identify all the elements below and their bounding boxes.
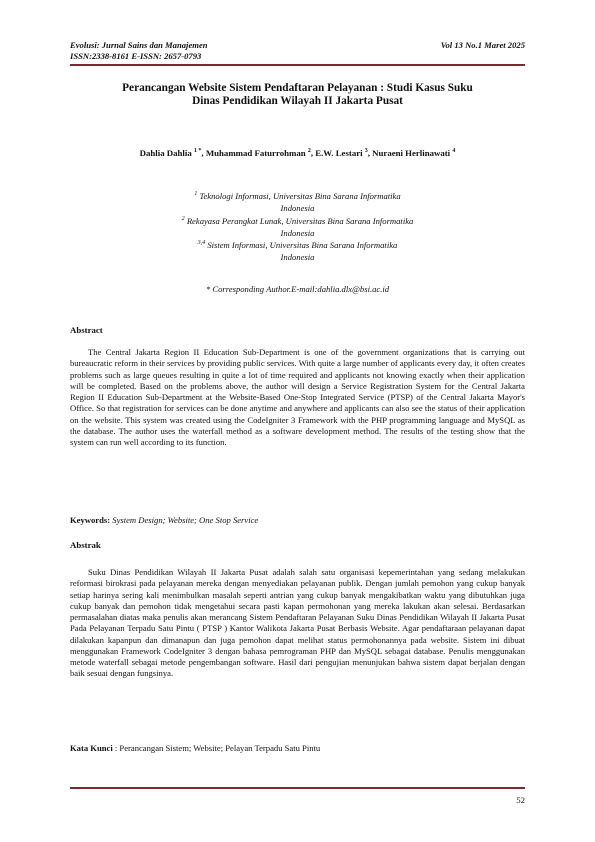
kata-kunci-line: [70, 743, 525, 754]
author-name: Dahlia Dahlia: [139, 148, 192, 158]
keywords-line: [70, 515, 525, 526]
keywords-label: Keywords:: [70, 515, 111, 525]
abstract-text: The Central Jakarta Region II Education Sub-Department is one of the government organizations that is carrying out bureaucratic reform in their services by providing public services. With quite a large number of applicants every day, it often creates problems such as large queues resulting in quite a lot of time required and applicants not knowing exactly when their application will be completed. Based on the problems above, the author will design a Service Registration System for the Central Jakarta Region II Education Sub-Department at the Website-Based One-Stop Integrated Service (PTSP) of the Central Jakarta Mayor's Office. So that registration for services can be done anytime and anywhere and applicants can also see the status of their application on the website. This system was created using the CodeIgniter 3 Framework with the PHP programming language and MySQL as the database. The author uses the waterfall method as a software development method. The results of the testing show that the system can run well according to its function.: [70, 347, 525, 447]
author-affil-mark: 4: [452, 148, 456, 155]
affiliation-country: Indonesia: [280, 227, 315, 238]
affiliation: $^{3,4}$ Sistem Informasi, Universitas Bina Sarana Informatika: [197, 240, 398, 251]
affiliation: $^2$ Rekayasa Perangkat Lunak, Universitas Bina Sarana Informatika: [181, 215, 414, 226]
author-affil-mark: 3: [364, 148, 368, 155]
paper-title: [70, 82, 525, 108]
affiliations: [70, 190, 525, 264]
running-header: [70, 40, 525, 61]
author-affil-mark: 1 *: [193, 148, 202, 155]
author-name: Muhammad Faturrohman: [205, 148, 306, 158]
title-line: Perancangan Website Sistem Pendaftaran Pelayanan : Studi Kasus Suku: [122, 82, 473, 94]
kata-kunci-label: Kata Kunci: [70, 743, 113, 753]
author-name: Nuraeni Herlinawati: [372, 148, 451, 158]
keywords-text: System Design; Website; One Stop Service: [112, 515, 259, 525]
author-affil-mark: 2: [307, 148, 311, 155]
affiliation-country: Indonesia: [280, 252, 315, 263]
page-number: 52: [516, 795, 525, 805]
footer-rule: [70, 787, 525, 789]
header-rule: [70, 64, 525, 66]
affil-mark: 2: [181, 215, 185, 222]
volume-info: Vol 13 No.1 Maret 2025: [440, 40, 525, 50]
affiliation-country: Indonesia: [280, 203, 315, 214]
affil-mark: 3,4: [197, 240, 206, 247]
kata-kunci-text: : Perancangan Sistem; Website; Pelayan Terpadu Satu Pintu: [114, 743, 321, 753]
abstrak-heading: Abstrak: [70, 540, 101, 550]
author-list: Dahlia Dahlia $^{1 *}$, Muhammad Faturrohman $^2$, E.W. Lestari $^3$, Nuraeni Herlinawati $^4$: [139, 148, 456, 158]
title-line: Dinas Pendidikan Wilayah II Jakarta Pusat: [192, 95, 403, 107]
abstract-heading: Abstract: [70, 325, 103, 335]
affil-mark: 1: [194, 191, 198, 198]
affiliation: $^1$ Teknologi Informasi, Universitas Bina Sarana Informatika: [194, 191, 401, 201]
author-name: E.W. Lestari: [315, 148, 363, 158]
issn-info: ISSN:2338-8161 E-ISSN: 2657-0793: [70, 50, 202, 61]
abstrak-text: Suku Dinas Pendidikan Wilayah II Jakarta Pusat adalah salah satu organisasi kepemerintahan yang sedang melakukan reformasi birokrasi pada pelayanan mereka dengan menyediakan pelayanan publik. Dengan jumlah pemohon yang cukup banyak setiap harinya sering kali menimbulkan masalah seperti antrian yang cukup banyak mengakibatkan waktu yang dibutuhkan juga cukup banyak dan pemohon tidak mengetahui secara pasti kapan permohonan yang mereka lakukan akan selesai. Berdasarkan permasalahan diatas maka penulis akan merancang Sistem Pendaftaran Pelayanan Suku Dinas Pendidikan Wilayah II Jakarta Pusat Pada Pelayanan Terpadu Satu Pintu ( PTSP ) Kantor Walikota Jakarta Pusat Berbasis Website. Agar pendaftaraan pelayanan dapat dilakukan kapanpun dan dimanapun dan juga pemohon dapat melihat status permohonannya pada website. Sistem ini dibuat menggunakan Framework CodeIgniter 3 dengan bahasa pemrograman PHP dan MySQL sebagai database. Penulis menggunakan metode waterfall sebagai metode pengembangan software. Hasil dari pengujian menunjukan bahwa sistem dapat berjalan dengan baik sesuai dengan fungsinya.: [70, 567, 525, 679]
corresponding-author: * Corresponding Author.E-mail:dahlia.dlx@bsi.ac.id: [205, 284, 390, 294]
journal-name: Evolusi: Jurnal Sains dan Manajemen: [70, 40, 208, 50]
